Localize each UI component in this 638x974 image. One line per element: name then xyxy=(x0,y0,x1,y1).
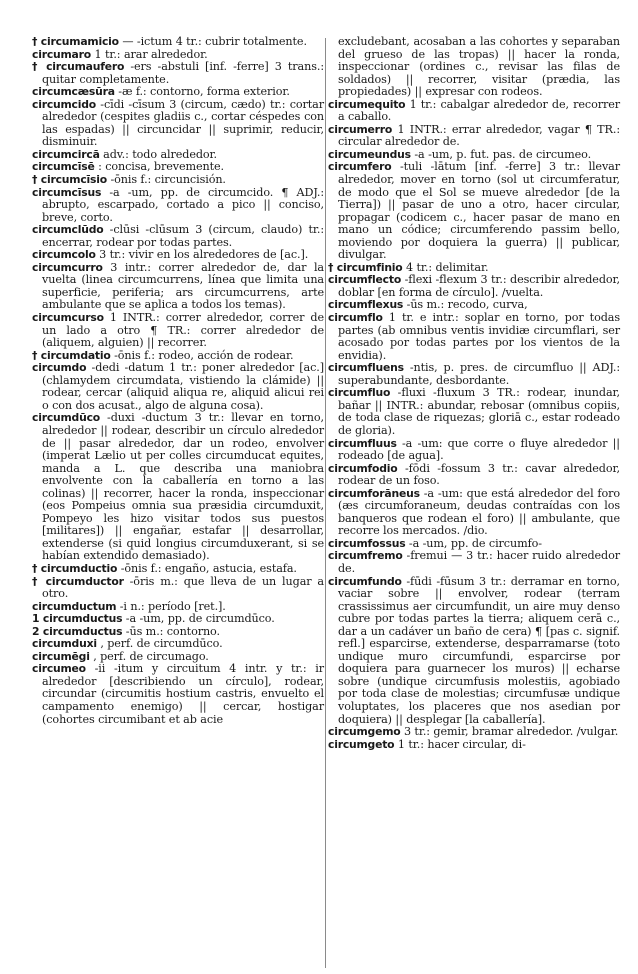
dictionary-entry xyxy=(328,576,620,727)
dictionary-entry xyxy=(32,412,324,563)
entry-definition: -a -um, pp. de circumcido. ¶ ADJ.: abrupto, escarpado, cortado a pico || conciso, breve, corto. xyxy=(42,185,324,224)
entry-definition: -ntis, p. pres. de circumfluo || ADJ.: superabundante, desbordante. xyxy=(338,361,620,387)
entry-definition: adv.: todo alrededor. xyxy=(103,147,218,161)
entry-definition: 3 intr.: correr alrededor de, dar la vuelta (linea circumcurrens, línea que limita una superficie, periferia; ars circumcurrens, arte ambulante que se aplica a todos los temas). xyxy=(42,260,324,312)
entry-definition: -fūdi -fūsum 3 tr.: derramar en torno, vaciar sobre || envolver, rodear (terram crassissimus aer circumfundit, un aire muy denso cubre por todas partes la tierra; aliquem cerā c., dar a un cadáver un baño de cera) ¶ [pas c. signif. refl.] esparcirse, extenderse, desparramarse (toto undique muro circumfundi, esparcirse por doquiera para guarnecer los muros) || echarse sobre (undique circumfusis molestiis, agobiado por toda clase de molestias; circumfusæ undique voluptates, los placeres que nos asedian por doquiera) || desplegar [la caballería]. xyxy=(338,574,620,726)
dictionary-entry xyxy=(32,663,324,726)
entry-headword: circumfossus xyxy=(328,536,406,550)
dictionary-entry xyxy=(32,262,324,312)
entry-headword: circumfero xyxy=(328,160,392,174)
entry-definition: -ōnis f.: engaño, astucia, estafa. xyxy=(120,561,297,575)
entry-definition: -ūs m.: contorno. xyxy=(125,624,220,638)
entry-headword: † circumcīsio xyxy=(32,173,107,187)
dictionary-entry xyxy=(328,312,620,362)
entry-definition: -cīdi -cīsum 3 (circum, cædo) tr.: cortar alrededor (cespites gladiis c., cortar céspedes con las espadas) || circuncidar || suprimir, reducir, disminuir. xyxy=(42,97,324,149)
entry-definition: excludebant, acosaban a las cohortes y separaban del grueso de las tropas) || hacer la ronda, inspeccionar (ordines c., revisar las filas de soldados) || recorrer, visitar (prædia, las propiedades) || expresar con rodeos. xyxy=(338,35,620,99)
entry-definition: 1 tr.: hacer circular, di- xyxy=(397,737,526,751)
entry-headword: circumaro xyxy=(32,47,91,61)
entry-headword: circumflo xyxy=(328,311,383,325)
entry-definition: -flexi -flexum 3 tr.: describir alrededor, doblar [en forma de círculo]. /vuelta. xyxy=(338,273,620,299)
entry-headword: circumfluus xyxy=(328,436,397,450)
entry-definition: , perf. de circumdūco. xyxy=(100,637,223,651)
entry-headword: circumcido xyxy=(32,97,97,111)
column-divider xyxy=(325,38,326,968)
entry-definition: 1 tr.: cabalgar alrededor de, recorrer a caballo. xyxy=(338,97,620,124)
entry-definition: -ii -itum y circuitum 4 intr. y tr.: ir alrededor [describiendo un círculo], rodear, circundar (circumitis hostium castris, envuelto el campamento enemigo) || cercar, hostigar (cohortes circumibant et ab acie xyxy=(42,662,324,726)
dictionary-entry xyxy=(32,99,324,149)
entry-definition: 1 INTR.: errar alrededor, vagar ¶ TR.: circular alrededor de. xyxy=(338,122,620,149)
dictionary-entry xyxy=(328,488,620,538)
entry-definition: -fluxi -fluxum 3 TR.: rodear, inundar, bañar || INTR.: abundar, rebosar (omnibus copiis, de toda clase de riquezas; gloriā c., estar rodeado de gloria). xyxy=(338,386,620,437)
entry-definition: -a -um: que está alrededor del foro (æs circumforaneum, deudas contraídas con los banqueros que rodean el foro) || ambulante, que recorre los mercados. /dio. xyxy=(338,486,620,538)
entry-definition: -fōdi -fossum 3 tr.: cavar alrededor, rodear de un foso. xyxy=(338,461,620,488)
entry-headword: circumflecto xyxy=(328,273,402,287)
dictionary-entry xyxy=(328,99,620,124)
dictionary-entry xyxy=(328,438,620,463)
entry-headword: circumductum xyxy=(32,599,117,613)
entry-headword: circumclūdo xyxy=(32,223,104,237)
entry-definition: -fremui — 3 tr.: hacer ruido alrededor de. xyxy=(338,549,620,575)
entry-headword: circumcolo xyxy=(32,248,96,262)
entry-definition: 1 tr. e intr.: soplar en torno, por todas partes (ab omnibus ventis invidiæ circumflari, ser acosado por todas partes por los vientos de la envidia). xyxy=(338,311,620,362)
entry-definition: -ūs m.: recodo, curva, xyxy=(406,298,528,312)
dictionary-entry xyxy=(328,124,620,149)
entry-definition: -ōnis f.: rodeo, acción de rodear. xyxy=(114,348,294,362)
entry-definition: , perf. de circumago. xyxy=(93,649,209,663)
entry-headword: circumfluens xyxy=(328,361,404,375)
entry-headword: circumdo xyxy=(32,361,87,375)
entry-headword: † circumductio xyxy=(32,561,118,575)
entry-definition: -ers -abstuli [inf. -ferre] 3 trans.: quitar completamente. xyxy=(42,60,324,86)
entry-definition: 3 tr.: gemir, bramar alrededor. /vulgar. xyxy=(403,725,619,739)
entry-definition: -clūsi -clūsum 3 (circum, claudo) tr.: encerrar, rodear por todas partes. xyxy=(42,223,324,249)
entry-definition: -a -um, pp. de circumdūco. xyxy=(125,612,275,626)
dictionary-entry xyxy=(32,576,324,601)
entry-definition: — -ictum 4 tr.: cubrir totalmente. xyxy=(122,35,307,48)
dictionary-entry xyxy=(328,362,620,387)
dictionary-entry xyxy=(328,387,620,437)
dictionary-entry xyxy=(32,61,324,86)
entry-headword: circumfundo xyxy=(328,574,402,588)
entry-headword: † circumductor xyxy=(32,574,124,588)
entry-headword: † circumfinio xyxy=(328,260,403,274)
entry-definition: 1 tr.: arar alrededor. xyxy=(94,47,208,61)
entry-headword: circumflexus xyxy=(328,298,404,312)
entry-headword: circumēgi xyxy=(32,649,90,663)
dictionary-entry xyxy=(328,274,620,299)
entry-headword: circumfremo xyxy=(328,549,403,563)
entry-definition: -duxi -ductum 3 tr.: llevar en torno, alrededor || rodear, describir un círculo alrededor de || pasar alrededor, dar un rodeo, envolver (imperat Lælio ut per colles circumducat equites, manda a L. que describa una maniobra envolvente con la caballería en torno a las colinas) || recorrer, hacer la ronda, inspeccionar (eos Pompeius omnia sua præsidia circumduxit, Pompeyo les hizo visitar todos sus puestos [militares]) || engañar, estafar || desarrollar, extenderse (si quid longius circumduxerant, si se habían extendido demasiado). xyxy=(42,411,324,563)
entry-definition: 1 INTR.: correr alrededor, correr de un lado a otro ¶ TR.: correr alrededor de (aliquem, alguien) || recorrer. xyxy=(42,311,324,350)
dictionary-entry xyxy=(32,312,324,350)
entry-headword: circumfluo xyxy=(328,386,391,400)
left-column xyxy=(32,36,324,726)
entry-headword: circumgemo xyxy=(328,725,401,739)
entry-headword: † circumdatio xyxy=(32,348,111,362)
dictionary-entry xyxy=(328,161,620,261)
entry-headword: † circumamicio xyxy=(32,35,119,48)
entry-definition: -æ f.: contorno, forma exterior. xyxy=(118,85,290,99)
dictionary-entry xyxy=(328,463,620,488)
entry-definition: -dedi -datum 1 tr.: poner alrededor [ac.] (chlamydem circumdata, vistiendo la clámide) || rodear, cercar (aliquid aliqua re, aliquid alicui rei o con dos acusat., algo de alguna cosa). xyxy=(42,361,324,412)
entry-headword: circumcīsē xyxy=(32,160,95,174)
entry-headword: circumcircā xyxy=(32,147,100,161)
entry-headword: circumfodio xyxy=(328,461,398,475)
dictionary-entry xyxy=(32,224,324,249)
dictionary-entry xyxy=(328,739,620,752)
entry-definition: -a -um: que corre o fluye alrededor || rodeado [de agua]. xyxy=(338,436,620,463)
entry-headword: circumduxi xyxy=(32,637,97,651)
entry-headword: circumcurso xyxy=(32,311,104,325)
entry-headword: circumcæsūra xyxy=(32,85,115,99)
dictionary-entry xyxy=(32,187,324,225)
entry-definition: -tuli -lātum [inf. -ferre] 3 tr.: llevar alrededor, mover en torno (sol ut circumferatur, de modo que el Sol se mueve alrededor [de la Tierra]) || pasar de uno a otro, hacer circular, propagar (codicem c., hacer pasar de mano en mano un códice; circumferendo passim bello, moviendo por doquiera la guerra) || publicar, divulgar. xyxy=(338,160,620,262)
entry-headword: † circumaufero xyxy=(32,60,125,74)
right-column xyxy=(328,36,620,751)
entry-definition: -i n.: período [ret.]. xyxy=(119,599,226,613)
entry-definition: -a -um, p. fut. pas. de circumeo. xyxy=(414,147,592,161)
dictionary-entry xyxy=(328,36,620,99)
entry-headword: circumdūco xyxy=(32,411,100,425)
entry-headword: circumcurro xyxy=(32,260,103,274)
entry-headword: circumeo xyxy=(32,662,86,676)
entry-headword: circumgeto xyxy=(328,737,395,751)
entry-definition: 3 tr.: vivir en los alrededores de [ac.]. xyxy=(99,248,309,262)
entry-headword: circumequito xyxy=(328,97,406,111)
dictionary-entry xyxy=(32,362,324,412)
entry-headword: 2 circumductus xyxy=(32,624,123,638)
entry-definition: -ōnis f.: circuncisión. xyxy=(110,173,226,187)
entry-headword: 1 circumductus xyxy=(32,612,123,626)
entry-headword: circumcīsus xyxy=(32,185,102,199)
entry-definition: -ōris m.: que lleva de un lugar a otro. xyxy=(42,574,324,601)
entry-definition: 4 tr.: delimitar. xyxy=(406,260,489,274)
entry-definition: : concisa, brevemente. xyxy=(98,160,224,174)
dictionary-entry xyxy=(328,550,620,575)
entry-definition: -a -um, pp. de circumfo- xyxy=(408,536,542,550)
entry-headword: circumforāneus xyxy=(328,486,420,500)
entry-headword: circumerro xyxy=(328,122,393,136)
entry-headword: circumeundus xyxy=(328,147,411,161)
